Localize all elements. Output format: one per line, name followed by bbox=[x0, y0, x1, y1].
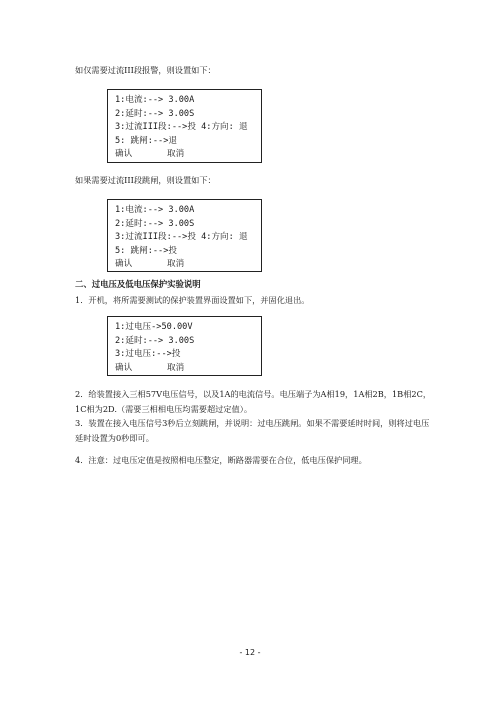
box-line-stage3: 3:过流III段:-->投 4:方向: 退 bbox=[115, 122, 248, 132]
confirm-label: 确认 bbox=[115, 362, 133, 373]
cancel-label: 取消 bbox=[167, 149, 185, 159]
section2-intro: 如果需要过流III段跳闸，则设置如下： bbox=[75, 175, 216, 185]
cancel-label: 取消 bbox=[167, 259, 185, 269]
box-line-delay: 2:延时:--> 3.00S bbox=[115, 335, 195, 346]
box-line-stage3: 3:过流III段:-->投 4:方向: 退 bbox=[115, 232, 248, 242]
box-line-enable: 3:过电压:-->投 bbox=[115, 349, 181, 359]
section1-intro: 如仅需要过流III段报警，则设置如下： bbox=[75, 65, 216, 75]
step-4: 4．注意：过电压定值是按照相电压整定，断路器需要在合位，低电压保护同理。 bbox=[75, 455, 367, 465]
section-heading: 二、过电压及低电压保护实验说明 bbox=[75, 279, 201, 289]
step-2-line-1: 2．给装置接入三相57V电压信号，以及1A的电流信号。电压端子为A相19，1A相2B，1B相2C， bbox=[75, 389, 432, 399]
settings-box-trip bbox=[107, 199, 262, 272]
step-1: 1．开机，将所需要测试的保护装置界面设置如下，并固化退出。 bbox=[75, 295, 310, 305]
page-number: - 12 - bbox=[239, 648, 261, 657]
box-line-delay: 2:延时:--> 3.00S bbox=[115, 108, 195, 119]
box-line-current: 1:电流:--> 3.00A bbox=[115, 95, 195, 105]
box-line-overvoltage: 1:过电压->50.00V bbox=[115, 322, 193, 332]
step-2-line-2: 1C相为2D.（需要三相相电压均需要超过定值）。 bbox=[75, 404, 253, 414]
cancel-label: 取消 bbox=[167, 362, 185, 373]
settings-box-alarm bbox=[107, 89, 262, 163]
box-line-trip: 5: 跳闸:-->退 bbox=[115, 135, 177, 146]
box-line-trip: 5: 跳闸:-->投 bbox=[115, 245, 177, 256]
box-line-delay: 2:延时:--> 3.00S bbox=[115, 218, 195, 229]
settings-box-overvoltage bbox=[107, 316, 262, 376]
confirm-label: 确认 bbox=[115, 149, 133, 159]
step-3: 3．装置在接入电压信号3秒后立刻跳闸，并说明：过电压跳闸。如果不需要延时时间，则将过电压延时设置为0秒即可。 bbox=[75, 418, 430, 443]
confirm-label: 确认 bbox=[115, 259, 133, 269]
box-line-current: 1:电流:--> 3.00A bbox=[115, 205, 195, 215]
